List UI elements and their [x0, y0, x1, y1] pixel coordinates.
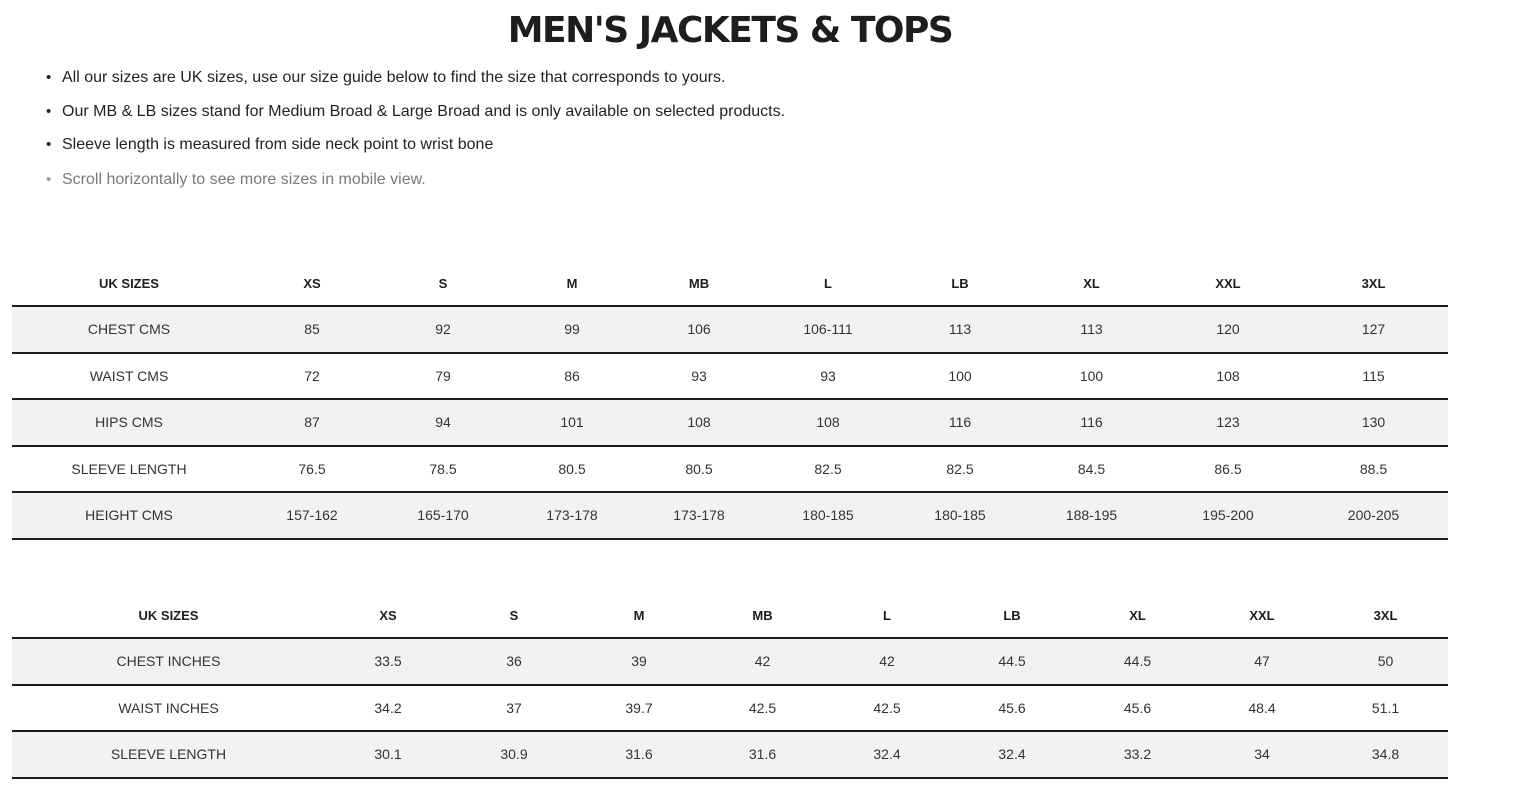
- measurement-cell: 88.5: [1299, 446, 1448, 493]
- measurement-cell: 44.5: [1074, 638, 1201, 685]
- column-header-size: XXL: [1157, 262, 1299, 306]
- measurement-cell: 108: [636, 399, 762, 446]
- measurement-cell: 100: [1026, 353, 1157, 400]
- measurement-cell: 100: [894, 353, 1026, 400]
- column-header-size: XS: [246, 262, 378, 306]
- row-label-cell: SLEEVE LENGTH: [12, 446, 246, 493]
- table-row: [12, 492, 1448, 539]
- note-broad-sizes: • Our MB & LB sizes stand for Medium Broad & Large Broad and is only available on selected products.: [46, 102, 785, 122]
- column-header-size: XL: [1026, 262, 1157, 306]
- measurement-cell: 86.5: [1157, 446, 1299, 493]
- column-header-size: M: [577, 594, 701, 638]
- measurement-cell: 39.7: [577, 685, 701, 732]
- column-header-uk-sizes: UK SIZES: [12, 262, 246, 306]
- measurement-cell: 180-185: [762, 492, 894, 539]
- measurement-cell: 130: [1299, 399, 1448, 446]
- measurement-cell: 72: [246, 353, 378, 400]
- size-notes-list: [46, 68, 785, 204]
- size-table-inches: [12, 594, 1448, 779]
- column-header-size: S: [378, 262, 508, 306]
- size-table-cms: [12, 262, 1448, 540]
- measurement-cell: 108: [1157, 353, 1299, 400]
- measurement-cell: 93: [762, 353, 894, 400]
- row-label-cell: HIPS CMS: [12, 399, 246, 446]
- measurement-cell: 33.2: [1074, 731, 1201, 778]
- measurement-cell: 120: [1157, 306, 1299, 353]
- table-row: [12, 353, 1448, 400]
- measurement-cell: 157-162: [246, 492, 378, 539]
- measurement-cell: 86: [508, 353, 636, 400]
- measurement-cell: 30.1: [325, 731, 451, 778]
- table-row: [12, 685, 1448, 732]
- measurement-cell: 92: [378, 306, 508, 353]
- column-header-uk-sizes: UK SIZES: [12, 594, 325, 638]
- measurement-cell: 101: [508, 399, 636, 446]
- measurement-cell: 85: [246, 306, 378, 353]
- measurement-cell: 94: [378, 399, 508, 446]
- measurement-cell: 123: [1157, 399, 1299, 446]
- column-header-size: 3XL: [1323, 594, 1448, 638]
- measurement-cell: 180-185: [894, 492, 1026, 539]
- measurement-cell: 82.5: [894, 446, 1026, 493]
- measurement-cell: 45.6: [950, 685, 1074, 732]
- measurement-cell: 127: [1299, 306, 1448, 353]
- measurement-cell: 78.5: [378, 446, 508, 493]
- measurement-cell: 33.5: [325, 638, 451, 685]
- row-label-cell: CHEST CMS: [12, 306, 246, 353]
- measurement-cell: 93: [636, 353, 762, 400]
- measurement-cell: 32.4: [824, 731, 950, 778]
- measurement-cell: 108: [762, 399, 894, 446]
- measurement-cell: 173-178: [508, 492, 636, 539]
- column-header-size: XS: [325, 594, 451, 638]
- measurement-cell: 30.9: [451, 731, 577, 778]
- measurement-cell: 200-205: [1299, 492, 1448, 539]
- measurement-cell: 195-200: [1157, 492, 1299, 539]
- measurement-cell: 44.5: [950, 638, 1074, 685]
- measurement-cell: 116: [894, 399, 1026, 446]
- measurement-cell: 116: [1026, 399, 1157, 446]
- row-label-cell: WAIST INCHES: [12, 685, 325, 732]
- table-row: [12, 446, 1448, 493]
- column-header-size: S: [451, 594, 577, 638]
- note-scroll-hint: • Scroll horizontally to see more sizes in mobile view.: [46, 170, 785, 190]
- measurement-cell: 76.5: [246, 446, 378, 493]
- measurement-cell: 42: [824, 638, 950, 685]
- measurement-cell: 99: [508, 306, 636, 353]
- measurement-cell: 87: [246, 399, 378, 446]
- measurement-cell: 115: [1299, 353, 1448, 400]
- table-row: [12, 306, 1448, 353]
- measurement-cell: 165-170: [378, 492, 508, 539]
- column-header-size: MB: [636, 262, 762, 306]
- measurement-cell: 80.5: [636, 446, 762, 493]
- measurement-cell: 50: [1323, 638, 1448, 685]
- measurement-cell: 37: [451, 685, 577, 732]
- measurement-cell: 48.4: [1201, 685, 1323, 732]
- page-title: MEN'S JACKETS & TOPS: [507, 10, 953, 51]
- measurement-cell: 173-178: [636, 492, 762, 539]
- measurement-cell: 106: [636, 306, 762, 353]
- row-label-cell: SLEEVE LENGTH: [12, 731, 325, 778]
- measurement-cell: 36: [451, 638, 577, 685]
- measurement-cell: 113: [1026, 306, 1157, 353]
- measurement-cell: 32.4: [950, 731, 1074, 778]
- measurement-cell: 34.8: [1323, 731, 1448, 778]
- measurement-cell: 42: [701, 638, 824, 685]
- column-header-size: MB: [701, 594, 824, 638]
- row-label-cell: CHEST INCHES: [12, 638, 325, 685]
- row-label-cell: HEIGHT CMS: [12, 492, 246, 539]
- measurement-cell: 39: [577, 638, 701, 685]
- row-label-cell: WAIST CMS: [12, 353, 246, 400]
- measurement-cell: 42.5: [701, 685, 824, 732]
- note-uk-sizes: • All our sizes are UK sizes, use our size guide below to find the size that corresponds to yours.: [46, 68, 785, 88]
- column-header-size: LB: [894, 262, 1026, 306]
- column-header-size: L: [762, 262, 894, 306]
- measurement-cell: 42.5: [824, 685, 950, 732]
- measurement-cell: 34.2: [325, 685, 451, 732]
- column-header-size: 3XL: [1299, 262, 1448, 306]
- measurement-cell: 82.5: [762, 446, 894, 493]
- measurement-cell: 106-111: [762, 306, 894, 353]
- table-header-row: [12, 262, 1448, 306]
- table-row: [12, 399, 1448, 446]
- column-header-size: XL: [1074, 594, 1201, 638]
- measurement-cell: 31.6: [701, 731, 824, 778]
- measurement-cell: 31.6: [577, 731, 701, 778]
- measurement-cell: 84.5: [1026, 446, 1157, 493]
- measurement-cell: 188-195: [1026, 492, 1157, 539]
- table-row: [12, 638, 1448, 685]
- measurement-cell: 79: [378, 353, 508, 400]
- measurement-cell: 113: [894, 306, 1026, 353]
- column-header-size: M: [508, 262, 636, 306]
- column-header-size: XXL: [1201, 594, 1323, 638]
- column-header-size: LB: [950, 594, 1074, 638]
- note-sleeve-length: • Sleeve length is measured from side neck point to wrist bone: [46, 135, 785, 155]
- table-row: [12, 731, 1448, 778]
- table-header-row: [12, 594, 1448, 638]
- measurement-cell: 47: [1201, 638, 1323, 685]
- measurement-cell: 45.6: [1074, 685, 1201, 732]
- column-header-size: L: [824, 594, 950, 638]
- measurement-cell: 51.1: [1323, 685, 1448, 732]
- measurement-cell: 80.5: [508, 446, 636, 493]
- measurement-cell: 34: [1201, 731, 1323, 778]
